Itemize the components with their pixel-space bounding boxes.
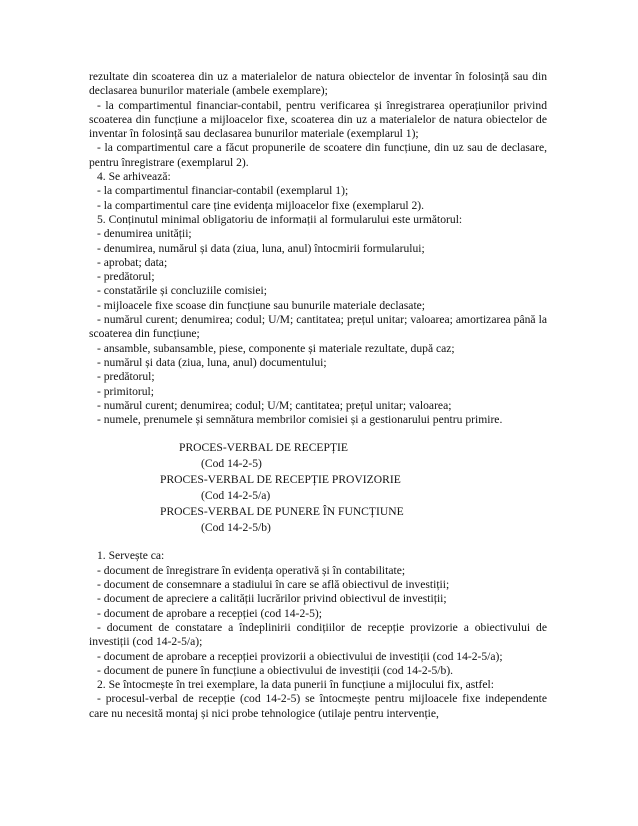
paragraph: 5. Conținutul minimal obligatoriu de informații al formularului este următorul: [97, 212, 463, 226]
paragraph: - mijloacele fixe scoase din funcțiune sau bunurile materiale declasate; [97, 298, 426, 312]
paragraph: 1. Servește ca: [97, 549, 165, 563]
code-receptie: (Cod 14-2-5) [201, 457, 262, 471]
document-body [89, 70, 547, 721]
spacer [89, 536, 547, 549]
paragraph: - aprobat; data; [97, 255, 168, 269]
paragraph: - predătorul; [97, 370, 155, 384]
top-section [89, 70, 547, 427]
paragraph: - denumirea unității; [97, 227, 192, 241]
paragraph: - numărul curent; denumirea; codul; U/M; cantitatea; prețul unitar; valoarea; [97, 398, 452, 412]
paragraph: - la compartimentul financiar-contabil (exemplarul 1); [97, 184, 349, 198]
paragraph: - la compartimentul care ține evidența mijloacelor fixe (exemplarul 2). [97, 198, 425, 212]
spacer [89, 427, 547, 440]
paragraph: - document de apreciere a calității lucrărilor privind obiectivul de investiții; [97, 592, 447, 606]
bottom-section [89, 549, 547, 721]
code-receptie-provizorie: (Cod 14-2-5/a) [201, 489, 271, 503]
paragraph: - document de înregistrare în evidența operativă și în contabilitate; [97, 563, 406, 577]
title-proces-verbal-receptie-provizorie: PROCES-VERBAL DE RECEPȚIE PROVIZORIE [160, 473, 401, 487]
paragraph: - document de aprobare a recepției provizorii a obiectivului de investiții (cod 14-2-5/a); [97, 649, 503, 663]
paragraph: - denumirea, numărul și data (ziua, luna, anul) întocmirii formularului; [97, 241, 425, 255]
code-punere-in-functiune: (Cod 14-2-5/b) [201, 521, 271, 535]
paragraph: - document de punere în funcțiune a obiectivului de investiții (cod 14-2-5/b). [97, 663, 454, 677]
paragraph: 4. Se arhivează: [97, 170, 171, 184]
paragraph: - numele, prenumele și semnătura membrilor comisiei și a gestionarului pentru primire. [97, 413, 503, 427]
paragraph: 2. Se întocmește în trei exemplare, la data punerii în funcțiune a mijlocului fix, astfel: [97, 678, 494, 692]
title-block [89, 440, 547, 536]
paragraph: - numărul și data (ziua, luna, anul) documentului; [97, 355, 327, 369]
paragraph: - procesul-verbal de recepție (cod 14-2-5) se întocmește pentru mijloacele fixe independente care nu necesită montaj și nici probe tehnologice (utilaje pentru intervenție, [89, 692, 547, 720]
paragraph: rezultate din scoaterea din uz a materialelor de natura obiectelor de inventar în folosință sau din declasarea bunurilor materiale (ambele exemplare); [89, 70, 547, 98]
paragraph: - constatările și concluziile comisiei; [97, 284, 267, 298]
paragraph: - numărul curent; denumirea; codul; U/M; cantitatea; prețul unitar; valoarea; amortizarea până la scoaterea din funcțiune; [89, 313, 547, 341]
title-proces-verbal-receptie: PROCES-VERBAL DE RECEPȚIE [179, 441, 348, 455]
paragraph: - primitorul; [97, 384, 154, 398]
paragraph: - document de consemnare a stadiului în care se află obiectivul de investiții; [97, 578, 450, 592]
paragraph: - la compartimentul care a făcut propunerile de scoatere din funcțiune, din uz sau de declasare, pentru înregistrare (exemplarul 2). [89, 141, 547, 169]
paragraph: - document de constatare a îndeplinirii condițiilor de recepție provizorie a obiectivului de investiții (cod 14-2-5/a); [89, 620, 547, 649]
paragraph: - la compartimentul financiar-contabil, pentru verificarea și înregistrarea operațiunilor privind scoaterea din funcțiune a mijloacelor fixe, scoaterea din uz a materialelor de natura obiectelor de inventar în folosință sau declasarea bunurilor materiale (exemplarul 1); [89, 98, 547, 141]
paragraph: - ansamble, subansamble, piese, componente și materiale rezultate, după caz; [97, 341, 455, 355]
title-proces-verbal-punere-in-functiune: PROCES-VERBAL DE PUNERE ÎN FUNCȚIUNE [160, 505, 404, 519]
paragraph: - document de aprobare a recepției (cod 14-2-5); [97, 606, 323, 620]
paragraph: - predătorul; [97, 270, 155, 284]
